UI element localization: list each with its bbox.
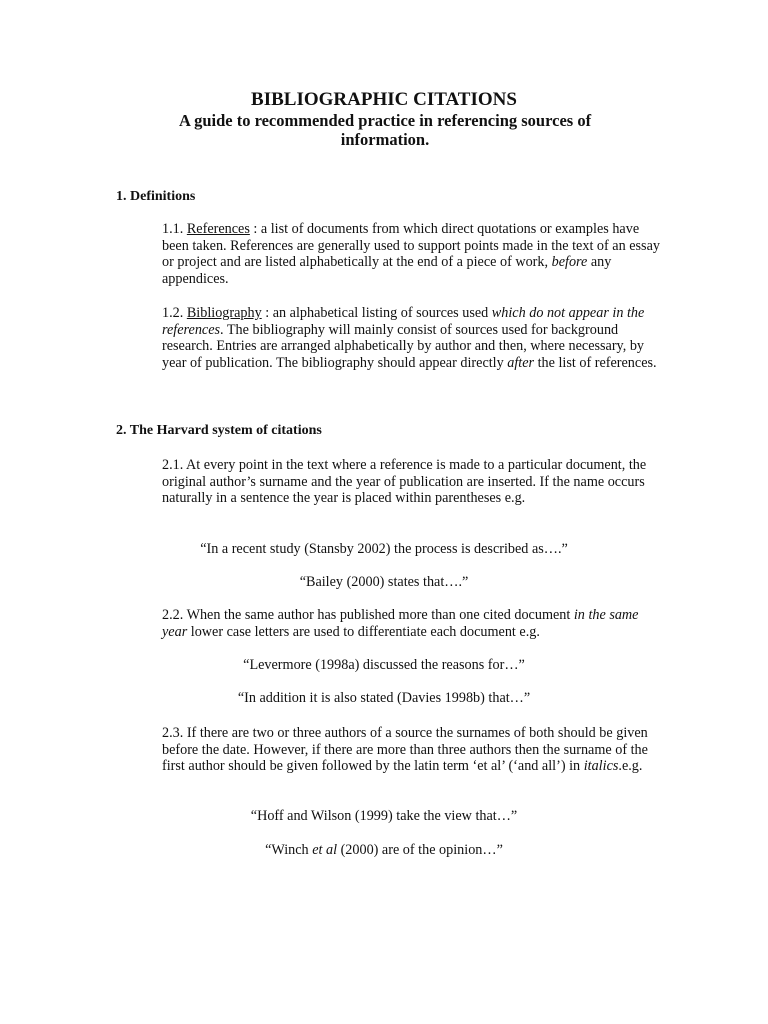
emphasis-text: in the same year	[162, 607, 639, 640]
paragraph-text: 2.3. If there are two or three authors of a source the surnames of both should be given before the date. However, if there are more than three authors then the surname of the first author should be given followed by the latin term ‘et al’ (‘and all’) in	[162, 725, 648, 775]
paragraph-2-2	[162, 607, 662, 640]
quote-text: (2000) are of the opinion…”	[337, 842, 503, 858]
paragraph-1-1	[162, 221, 662, 288]
document-subtitle: A guide to recommended practice in referencing sources of information.	[178, 111, 592, 149]
paragraph-text: lower case letters are used to differentiate each document e.g.	[187, 623, 540, 640]
quote-text: “Winch	[265, 842, 313, 858]
paragraph-text: . The bibliography will mainly consist of sources used for background research. Entries are arranged alphabetically by author and then, where necessary, by year of publication. The bibliography should appear directly	[162, 321, 645, 372]
term-bibliography: Bibliography	[186, 305, 262, 321]
section-heading-definitions: 1. Definitions	[116, 189, 196, 204]
paragraph-text: : a list of documents from which direct quotations or examples have been taken. References are generally used to support points made in the text of an essay or project and are listed alphabetically at the end of a piece of work,	[162, 221, 660, 271]
section-heading-harvard: 2. The Harvard system of citations	[116, 423, 322, 438]
emphasis-text: after	[507, 355, 535, 372]
paragraph-text: : an alphabetical listing of sources used	[261, 305, 492, 321]
emphasis-text: which do not appear in the references	[162, 305, 645, 338]
example-quote-hoff-wilson: “Hoff and Wilson (1999) take the view that…”	[250, 808, 518, 824]
emphasis-text: et al	[312, 842, 338, 858]
document-title: BIBLIOGRAPHIC CITATIONS	[251, 89, 517, 110]
emphasis-text: italics	[583, 758, 619, 775]
example-quote-winch	[0, 842, 768, 859]
paragraph-2-1: 2.1. At every point in the text where a reference is made to a particular document, the original author’s surname and the year of publication are inserted. If the name occurs naturally in a sentence the year is placed within parentheses e.g.	[162, 457, 647, 507]
example-quote-bailey: “Bailey (2000) states that….”	[299, 574, 469, 590]
emphasis-text: before	[551, 254, 588, 271]
paragraph-text: any appendices.	[162, 254, 612, 288]
paragraph-text: the list of references.	[534, 355, 657, 372]
paragraph-number: 1.1.	[162, 221, 187, 237]
example-quote-levermore: “Levermore (1998a) discussed the reasons for…”	[243, 657, 525, 673]
paragraph-text: .e.g.	[618, 758, 643, 775]
paragraph-1-2	[162, 305, 662, 372]
term-references: References	[186, 221, 250, 237]
example-quote-stansby: “In a recent study (Stansby 2002) the process is described as….”	[200, 541, 568, 557]
paragraph-number: 1.2.	[162, 305, 187, 321]
paragraph-2-3	[162, 725, 662, 775]
example-quote-davies: “In addition it is also stated (Davies 1998b) that…”	[237, 690, 531, 706]
paragraph-text: 2.2. When the same author has published more than one cited document	[162, 607, 574, 623]
